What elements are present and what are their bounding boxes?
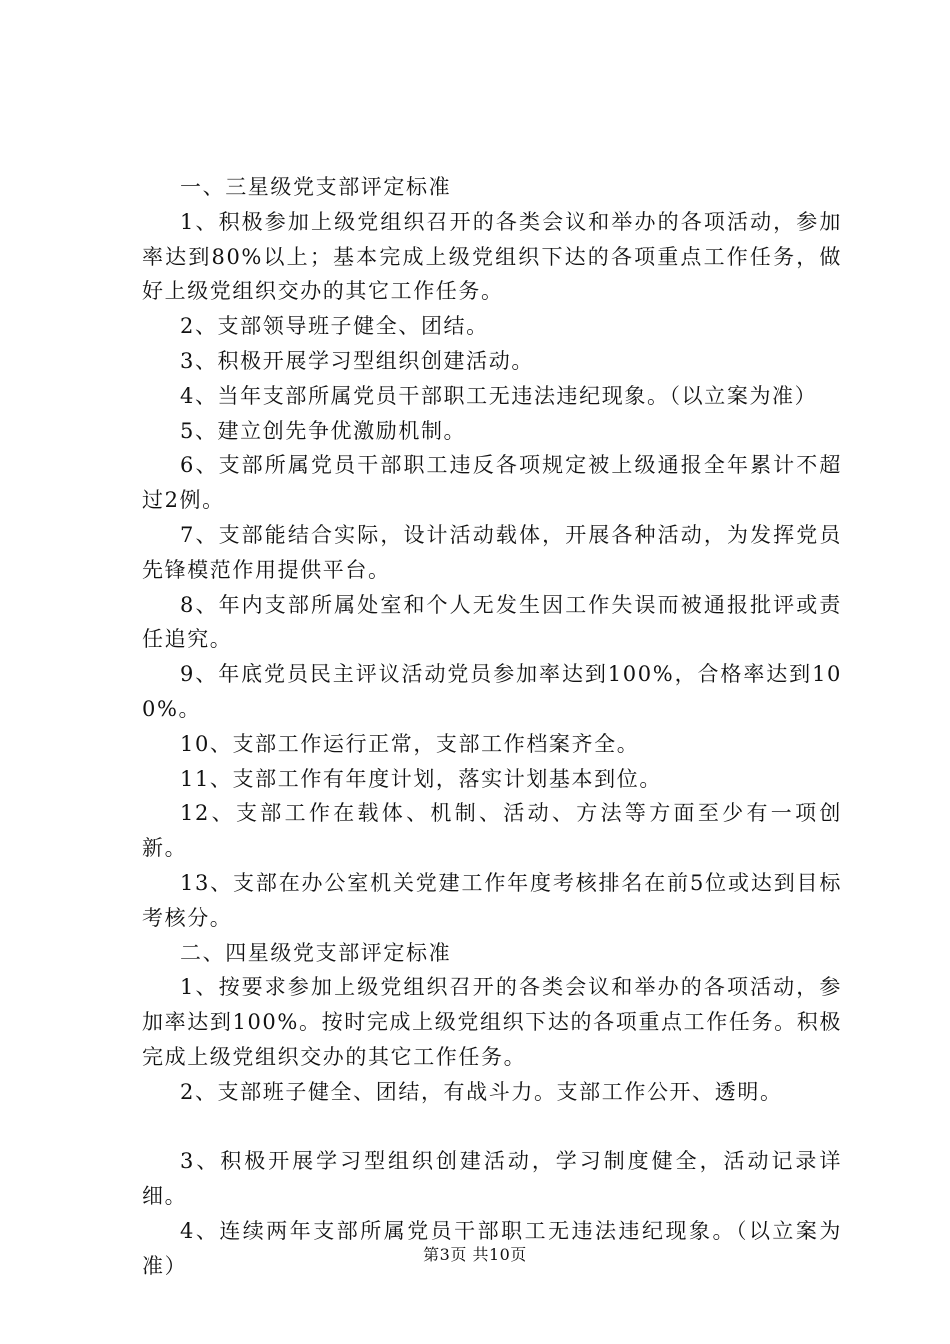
paragraph-item: 8、年内支部所属处室和个人无发生因工作失误而被通报批评或责任追究。 bbox=[142, 592, 842, 652]
paragraph-item: 5、建立创先争优激励机制。 bbox=[180, 418, 467, 443]
paragraph-item: 2、支部领导班子健全、团结。 bbox=[180, 314, 489, 339]
paragraph-item: 7、支部能结合实际，设计活动载体，开展各种活动，为发挥党员先锋模范作用提供平台。 bbox=[142, 522, 842, 582]
paragraph-item: 4、当年支部所属党员干部职工无违法违纪现象。（以立案为准） bbox=[180, 383, 818, 408]
paragraph-item: 4、连续两年支部所属党员干部职工无违法违纪现象。（以立案为准） bbox=[142, 1218, 842, 1278]
document-body bbox=[142, 170, 842, 1284]
section-heading-three-star: 一、三星级党支部评定标准 bbox=[180, 175, 452, 199]
section-heading-four-star: 二、四星级党支部评定标准 bbox=[180, 940, 452, 965]
paragraph-item: 11、支部工作有年度计划，落实计划基本到位。 bbox=[180, 766, 662, 791]
paragraph-item: 10、支部工作运行正常，支部工作档案齐全。 bbox=[180, 731, 640, 756]
paragraph-item: 2、支部班子健全、团结，有战斗力。支部工作公开、透明。 bbox=[180, 1079, 783, 1104]
paragraph-item: 1、按要求参加上级党组织召开的各类会议和举办的各项活动，参加率达到100%。按时完成上级党组织下达的各项重点工作任务。积极完成上级党组织交办的其它工作任务。 bbox=[142, 975, 842, 1069]
paragraph-item: 12、支部工作在载体、机制、活动、方法等方面至少有一项创新。 bbox=[142, 801, 842, 861]
paragraph-item: 6、支部所属党员干部职工违反各项规定被上级通报全年累计不超过2例。 bbox=[142, 453, 842, 513]
paragraph-item: 13、支部在办公室机关党建工作年度考核排名在前5位或达到目标考核分。 bbox=[142, 870, 842, 930]
page-footer: 第3页 共10页 bbox=[423, 1245, 527, 1264]
paragraph-item: 1、积极参加上级党组织召开的各类会议和举办的各项活动，参加率达到80%以上；基本完成上级党组织下达的各项重点工作任务，做好上级党组织交办的其它工作任务。 bbox=[142, 209, 842, 304]
paragraph-item: 9、年底党员民主评议活动党员参加率达到100%，合格率达到100%。 bbox=[142, 662, 842, 721]
paragraph-item: 3、积极开展学习型组织创建活动，学习制度健全，活动记录详细。 bbox=[142, 1149, 842, 1209]
blank-line bbox=[142, 1110, 842, 1145]
paragraph-item: 3、积极开展学习型组织创建活动。 bbox=[180, 348, 534, 373]
